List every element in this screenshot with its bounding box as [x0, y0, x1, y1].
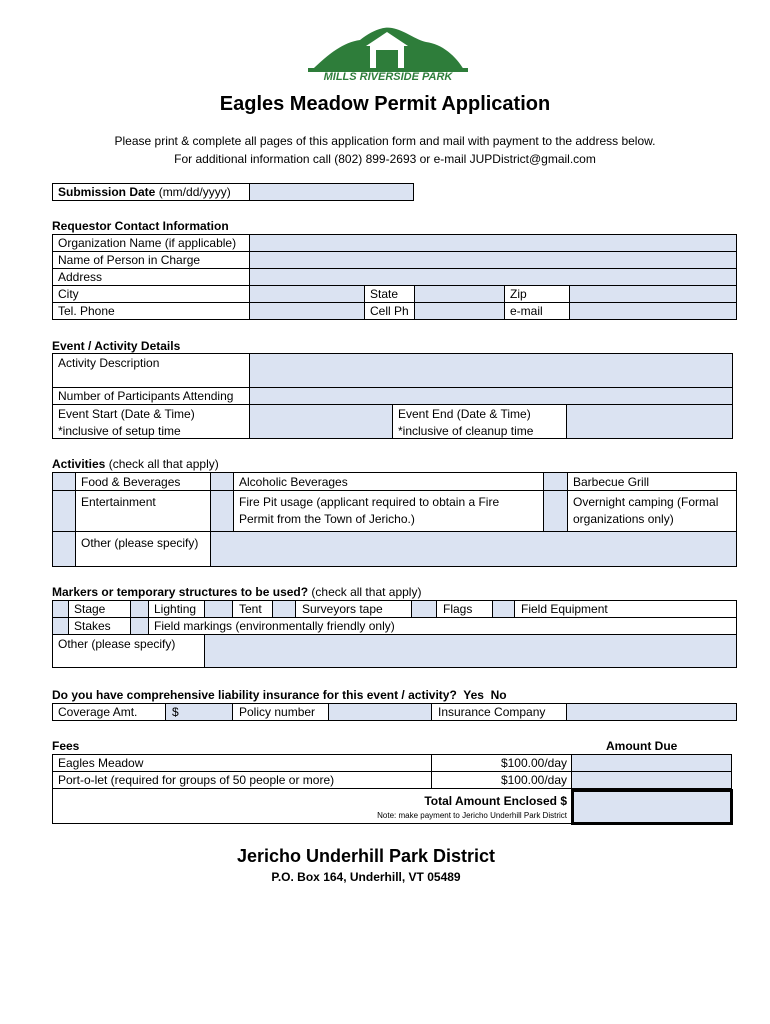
activity-other-label-cell	[75, 531, 211, 567]
field-markings-label: Field markings (environmentally friendly only)	[154, 619, 395, 633]
camping-label: Overnight camping (Formal organizations only)	[573, 495, 719, 526]
activity-description-field[interactable]	[249, 353, 733, 388]
fee-row-amount-field[interactable]	[571, 771, 732, 789]
footer-org: Jericho Underhill Park District	[236, 846, 496, 866]
alcohol-checkbox[interactable]	[210, 472, 234, 491]
city-label-cell	[52, 285, 250, 303]
city-label: City	[58, 287, 79, 301]
person-in-charge-label: Name of Person in Charge	[58, 253, 201, 267]
marker-other-label-cell	[52, 634, 205, 668]
entertainment-checkbox[interactable]	[52, 490, 76, 532]
markers-hint: (check all that apply)	[308, 585, 422, 599]
insurance-question: Do you have comprehensive liability insurance for this event / activity?	[52, 688, 457, 702]
company-label-cell	[431, 703, 567, 721]
fee-row-price-cell	[431, 754, 572, 772]
markers-heading-line	[52, 585, 421, 599]
event-end-label-cell	[392, 404, 567, 439]
coverage-amount-field[interactable]	[165, 703, 233, 721]
stage-checkbox[interactable]	[52, 600, 69, 618]
fee-row-label-cell	[52, 771, 432, 789]
marker-other-label: Other (please specify)	[58, 637, 176, 651]
phone-label-cell	[52, 302, 250, 320]
bbq-label-cell	[567, 472, 737, 491]
phone-label: Tel. Phone	[58, 304, 115, 318]
entertainment-label: Entertainment	[81, 495, 156, 509]
address-label-cell	[52, 268, 250, 286]
marker-other-field[interactable]	[204, 634, 737, 668]
firepit-checkbox[interactable]	[210, 490, 234, 532]
person-label-cell	[52, 251, 250, 269]
firepit-label-cell	[233, 490, 544, 532]
org-name-label: Organization Name (if applicable)	[58, 236, 237, 250]
surveyors-tape-checkbox[interactable]	[272, 600, 296, 618]
fee-row-label: Port-o-let (required for groups of 50 people or more)	[58, 773, 335, 787]
lighting-checkbox[interactable]	[130, 600, 149, 618]
tent-checkbox[interactable]	[204, 600, 233, 618]
coverage-label-cell	[52, 703, 166, 721]
fee-row-amount-field[interactable]	[571, 754, 732, 772]
email-field[interactable]	[569, 302, 737, 320]
field-markings-label-cell	[148, 617, 737, 635]
activity-other-checkbox[interactable]	[52, 531, 76, 567]
insurance-yes-option[interactable]: Yes	[463, 688, 484, 702]
stakes-label-cell	[68, 617, 131, 635]
firepit-label: Fire Pit usage (applicant required to obtain a Fire Permit from the Town of Jericho.)	[239, 495, 500, 526]
stage-label: Stage	[74, 602, 106, 616]
coverage-label: Coverage Amt.	[58, 705, 138, 719]
footer-address: P.O. Box 164, Underhill, VT 05489	[271, 870, 461, 884]
intro-line-2: For additional information call (802) 899-2693 or e-mail JUPDistrict@gmail.com	[174, 152, 596, 166]
email-label: e-mail	[510, 304, 543, 318]
participants-label-cell	[52, 387, 250, 405]
event-end-label: Event End (Date & Time)	[398, 407, 531, 421]
total-amount-field[interactable]	[571, 789, 733, 825]
markers-heading: Markers or temporary structures to be used?	[52, 585, 309, 599]
flags-label-cell	[436, 600, 493, 618]
lighting-label-cell	[148, 600, 205, 618]
activities-heading-line	[52, 457, 219, 471]
state-label: State	[370, 287, 399, 301]
stage-label-cell	[68, 600, 131, 618]
tent-label: Tent	[239, 602, 262, 616]
event-end-note: *inclusive of cleanup time	[398, 424, 534, 438]
amount-due-heading: Amount Due	[606, 739, 678, 753]
cell-label-cell	[364, 302, 415, 320]
zip-label: Zip	[510, 287, 527, 301]
payment-note: Note: make payment to Jericho Underhill Park District	[377, 811, 567, 820]
event-heading: Event / Activity Details	[52, 339, 181, 353]
activity-description-label: Activity Description	[58, 356, 160, 370]
event-start-note: *inclusive of setup time	[58, 424, 181, 438]
alcohol-label-cell	[233, 472, 544, 491]
submission-hint: (mm/dd/yyyy)	[155, 185, 231, 199]
state-label-cell	[364, 285, 415, 303]
fee-row-price: $100.00/day	[500, 756, 567, 770]
org-name-field[interactable]	[249, 234, 737, 252]
field-equipment-label-cell	[514, 600, 737, 618]
zip-field[interactable]	[569, 285, 737, 303]
camping-label-cell	[567, 490, 737, 532]
intro-line-1: Please print & complete all pages of this application form and mail with payment to the address below.	[114, 134, 656, 148]
policy-number-label: Policy number	[239, 705, 316, 719]
participants-label: Number of Participants Attending	[58, 389, 234, 403]
event-start-field[interactable]	[249, 404, 393, 439]
bbq-label: Barbecue Grill	[573, 475, 650, 489]
submission-label: Submission Date	[58, 185, 156, 199]
fee-row-label-cell	[52, 754, 432, 772]
field-equipment-checkbox[interactable]	[492, 600, 515, 618]
org-name-label-cell	[52, 234, 250, 252]
policy-number-field[interactable]	[328, 703, 432, 721]
activity-other-field[interactable]	[210, 531, 737, 567]
address-field[interactable]	[249, 268, 737, 286]
entertainment-label-cell	[75, 490, 211, 532]
surveyors-tape-label-cell	[295, 600, 412, 618]
food-checkbox[interactable]	[52, 472, 76, 491]
state-field[interactable]	[414, 285, 505, 303]
bbq-checkbox[interactable]	[543, 472, 568, 491]
lighting-label: Lighting	[154, 602, 197, 616]
insurance-no-option[interactable]: No	[490, 688, 507, 702]
total-enclosed-label: Total Amount Enclosed $	[424, 794, 567, 808]
submission-date-field[interactable]	[249, 183, 414, 201]
stakes-checkbox[interactable]	[52, 617, 69, 635]
total-label-cell	[52, 788, 572, 824]
event-start-label-cell	[52, 404, 250, 439]
park-logo-icon	[308, 26, 468, 72]
food-label-cell	[75, 472, 211, 491]
cell-phone-label: Cell Ph	[370, 304, 409, 318]
fee-row-price: $100.00/day	[500, 773, 567, 787]
description-label-cell	[52, 353, 250, 388]
coverage-dollar-sign: $	[172, 705, 179, 719]
event-start-label: Event Start (Date & Time)	[58, 407, 195, 421]
field-markings-checkbox[interactable]	[130, 617, 149, 635]
activities-heading: Activities	[52, 457, 106, 471]
fees-heading: Fees	[52, 739, 80, 753]
city-field[interactable]	[249, 285, 365, 303]
person-in-charge-field[interactable]	[249, 251, 737, 269]
activities-hint: (check all that apply)	[105, 457, 219, 471]
park-logo-text: MILLS RIVERSIDE PARK	[323, 71, 453, 83]
camping-checkbox[interactable]	[543, 490, 568, 532]
insurance-company-field[interactable]	[566, 703, 737, 721]
food-label: Food & Beverages	[81, 475, 181, 489]
field-equipment-label: Field Equipment	[521, 602, 608, 616]
event-end-field[interactable]	[566, 404, 733, 439]
fee-row-label: Eagles Meadow	[58, 756, 144, 770]
flags-checkbox[interactable]	[411, 600, 437, 618]
flags-label: Flags	[443, 602, 473, 616]
phone-field[interactable]	[249, 302, 365, 320]
insurance-question-line	[52, 688, 507, 702]
submission-label-cell	[52, 183, 250, 201]
email-label-cell	[504, 302, 570, 320]
policy-label-cell	[232, 703, 329, 721]
activity-other-label: Other (please specify)	[81, 536, 199, 550]
surveyors-tape-label: Surveyors tape	[302, 602, 383, 616]
contact-heading: Requestor Contact Information	[52, 219, 229, 233]
address-label: Address	[58, 270, 103, 284]
zip-label-cell	[504, 285, 570, 303]
cell-phone-field[interactable]	[414, 302, 505, 320]
tent-label-cell	[232, 600, 273, 618]
park-logo	[308, 26, 468, 84]
participants-field[interactable]	[249, 387, 733, 405]
page-title: Eagles Meadow Permit Application	[219, 93, 551, 115]
insurance-company-label: Insurance Company	[438, 705, 546, 719]
stakes-label: Stakes	[74, 619, 111, 633]
fee-row-price-cell	[431, 771, 572, 789]
alcohol-label: Alcoholic Beverages	[239, 475, 348, 489]
